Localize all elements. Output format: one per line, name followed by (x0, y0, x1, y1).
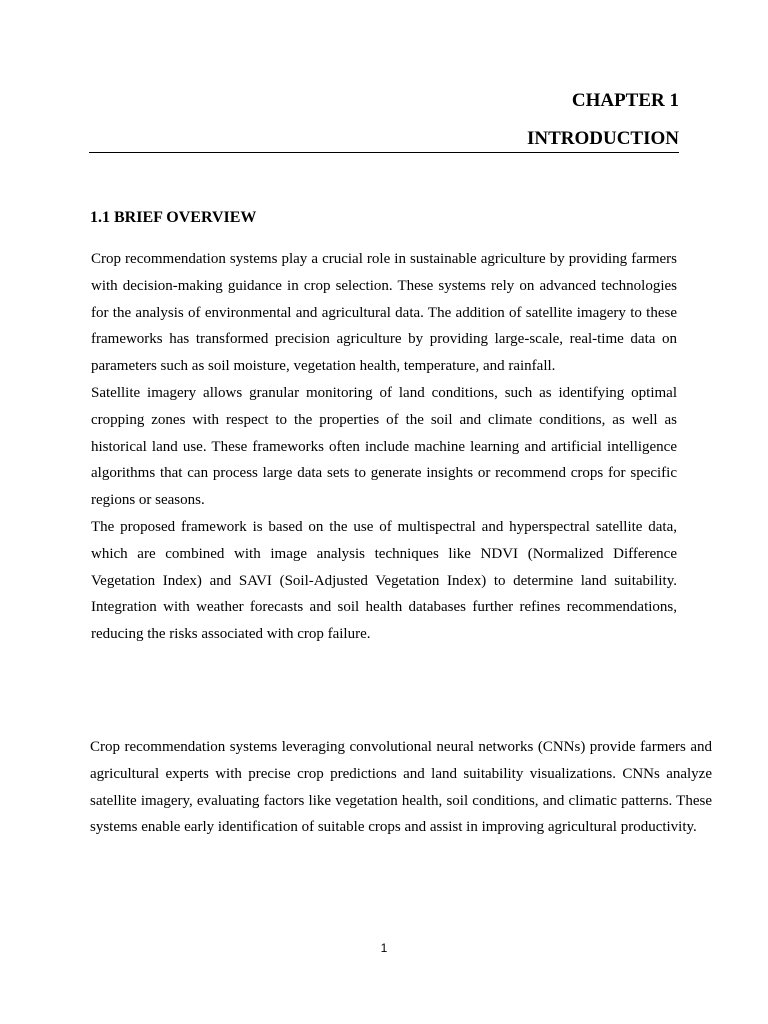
body-text-block (91, 246, 677, 648)
chapter-title: INTRODUCTION (526, 128, 679, 149)
header-rule (89, 152, 679, 153)
page-number: 1 (380, 941, 388, 955)
paragraph-4: Crop recommendation systems leveraging convolutional neural networks (CNNs) provide farmers and agricultural experts with precise crop predictions and land suitability visualizations. CNNs analyze satellite imagery, evaluating factors like vegetation health, soil conditions, and climatic patterns. These systems enable early identification of suitable crops and assist in improving agricultural productivity. (90, 739, 712, 836)
paragraph-3: The proposed framework is based on the use of multispectral and hyperspectral satellite data, which are combined with image analysis techniques like NDVI (Normalized Difference Vegetation Index) and SAVI (Soil-Adjusted Vegetation Index) to determine land suitability. Integration with weather forecasts and soil health databases further refines recommendations, reducing the risks associated with crop failure. (91, 518, 677, 643)
chapter-number: CHAPTER 1 (571, 90, 679, 111)
chapter-header (89, 90, 679, 150)
paragraph-1: Crop recommendation systems play a crucial role in sustainable agriculture by providing farmers with decision-making guidance in crop selection. These systems rely on advanced technologies for the analysis of environmental and agricultural data. The addition of satellite imagery to these frameworks has transformed precision agriculture by providing large-scale, real-time data on parameters such as soil moisture, vegetation health, temperature, and rainfall. (91, 251, 677, 375)
section-heading: 1.1 BRIEF OVERVIEW (90, 209, 257, 226)
body-text-block-2 (90, 734, 712, 841)
paragraph-2: Satellite imagery allows granular monitoring of land conditions, such as identifying optimal cropping zones with respect to the properties of the soil and climate conditions, as well as historical land use. These frameworks often include machine learning and artificial intelligence algorithms that can process large data sets to generate insights or recommend crops for specific regions or seasons. (91, 384, 677, 509)
